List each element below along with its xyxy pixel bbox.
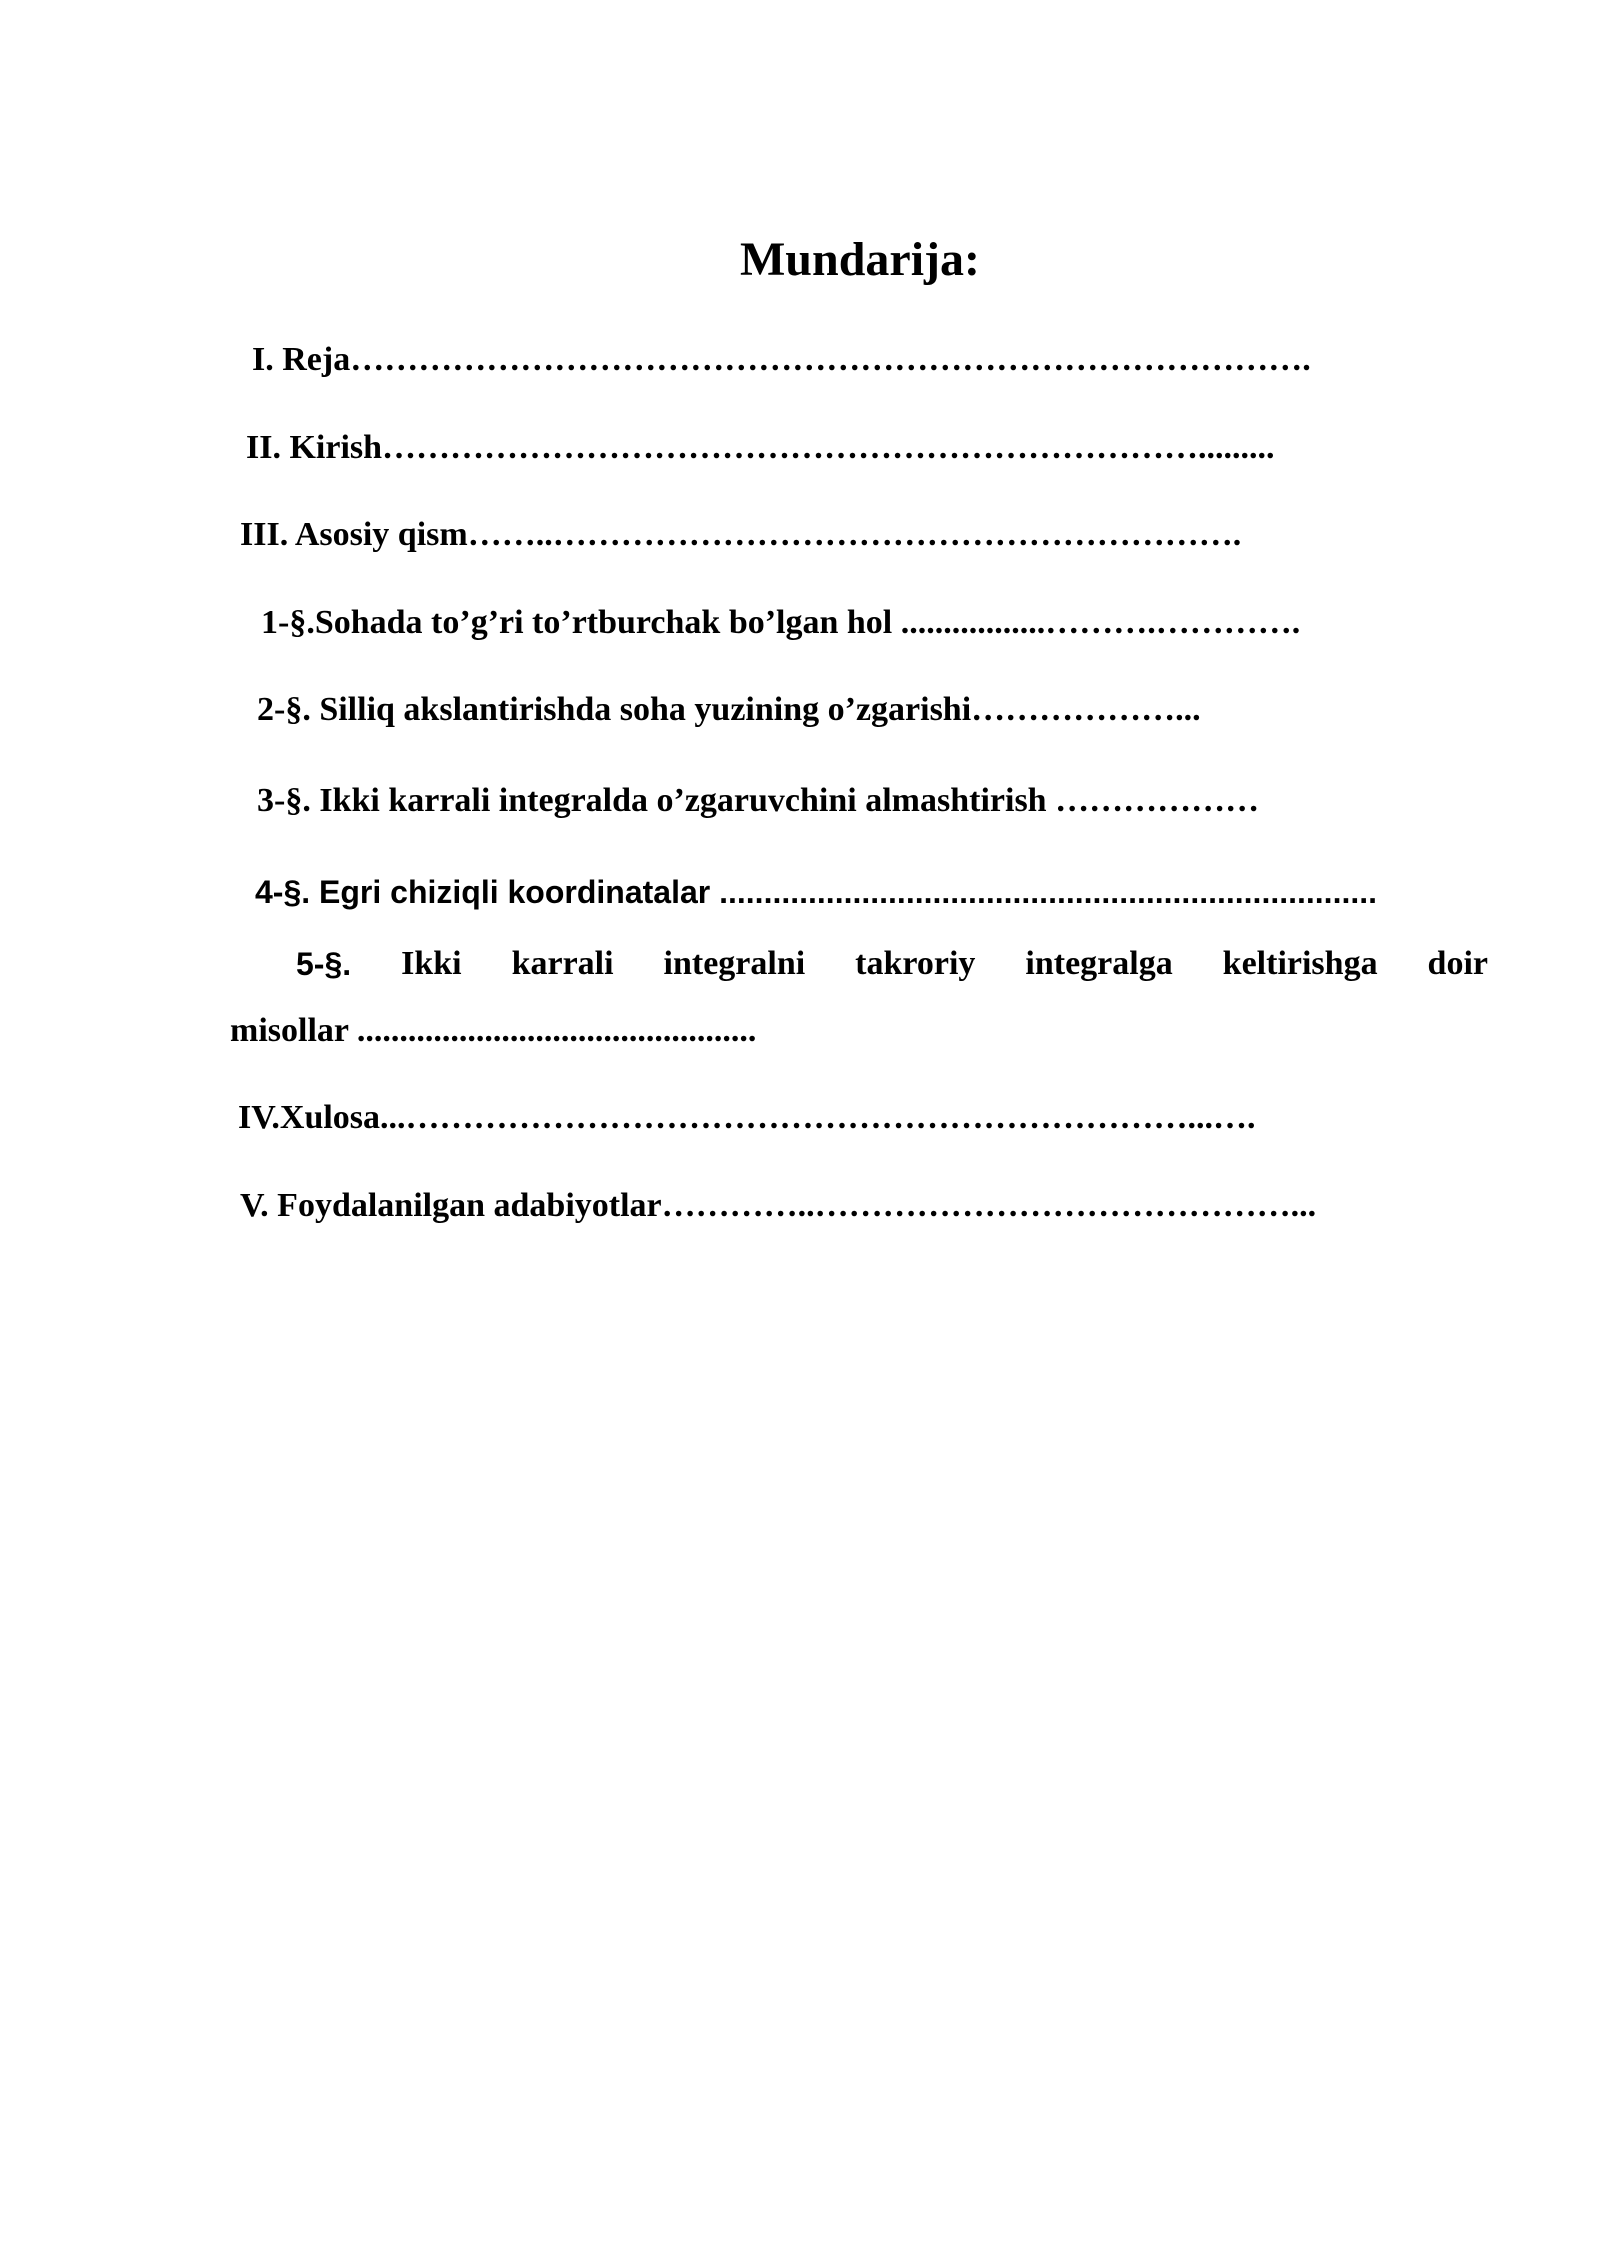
- toc-entry-kirish: II. Kirish……………………………………………………………….........: [246, 429, 1275, 466]
- toc-word: keltirishga: [1222, 945, 1378, 982]
- toc-entry-adabiyotlar: V. Foydalanilgan adabiyotlar…………..……………………………………...: [240, 1187, 1317, 1224]
- toc-entry-section-1: 1-§.Sohada to’g’ri to’rtburchak bo’lgan hol .................……….………….: [261, 604, 1301, 641]
- toc-entry-reja: I. Reja………………………………………………………………………….: [252, 341, 1311, 378]
- toc-entry-section-5-line-2: misollar ...............................................: [230, 1012, 757, 1049]
- toc-word: 5-§.: [296, 946, 352, 982]
- toc-word: integralga: [1025, 945, 1173, 982]
- toc-entry-xulosa: IV.Xulosa...……………………………………………………………...….: [238, 1099, 1256, 1136]
- toc-entry-section-2: 2-§. Silliq akslantirishda soha yuzining o’zgarishi………………...: [257, 691, 1201, 728]
- toc-entry-asosiy-qism: III. Asosiy qism……..…………………………………………………….: [240, 516, 1242, 553]
- toc-entry-section-3: 3-§. Ikki karrali integralda o’zgaruvchini almashtirish ………………: [257, 782, 1260, 819]
- toc-word: integralni: [663, 945, 806, 982]
- toc-word: doir: [1427, 945, 1488, 982]
- toc-entry-section-4: 4-§. Egri chiziqli koordinatalar ..........................................................................: [255, 874, 1378, 910]
- toc-word: Ikki: [401, 945, 462, 982]
- page-title: Mundarija:: [740, 233, 980, 286]
- toc-word: karrali: [511, 945, 614, 982]
- toc-word: takroriy: [855, 945, 976, 982]
- toc-entry-section-5-line-1: [296, 944, 1488, 984]
